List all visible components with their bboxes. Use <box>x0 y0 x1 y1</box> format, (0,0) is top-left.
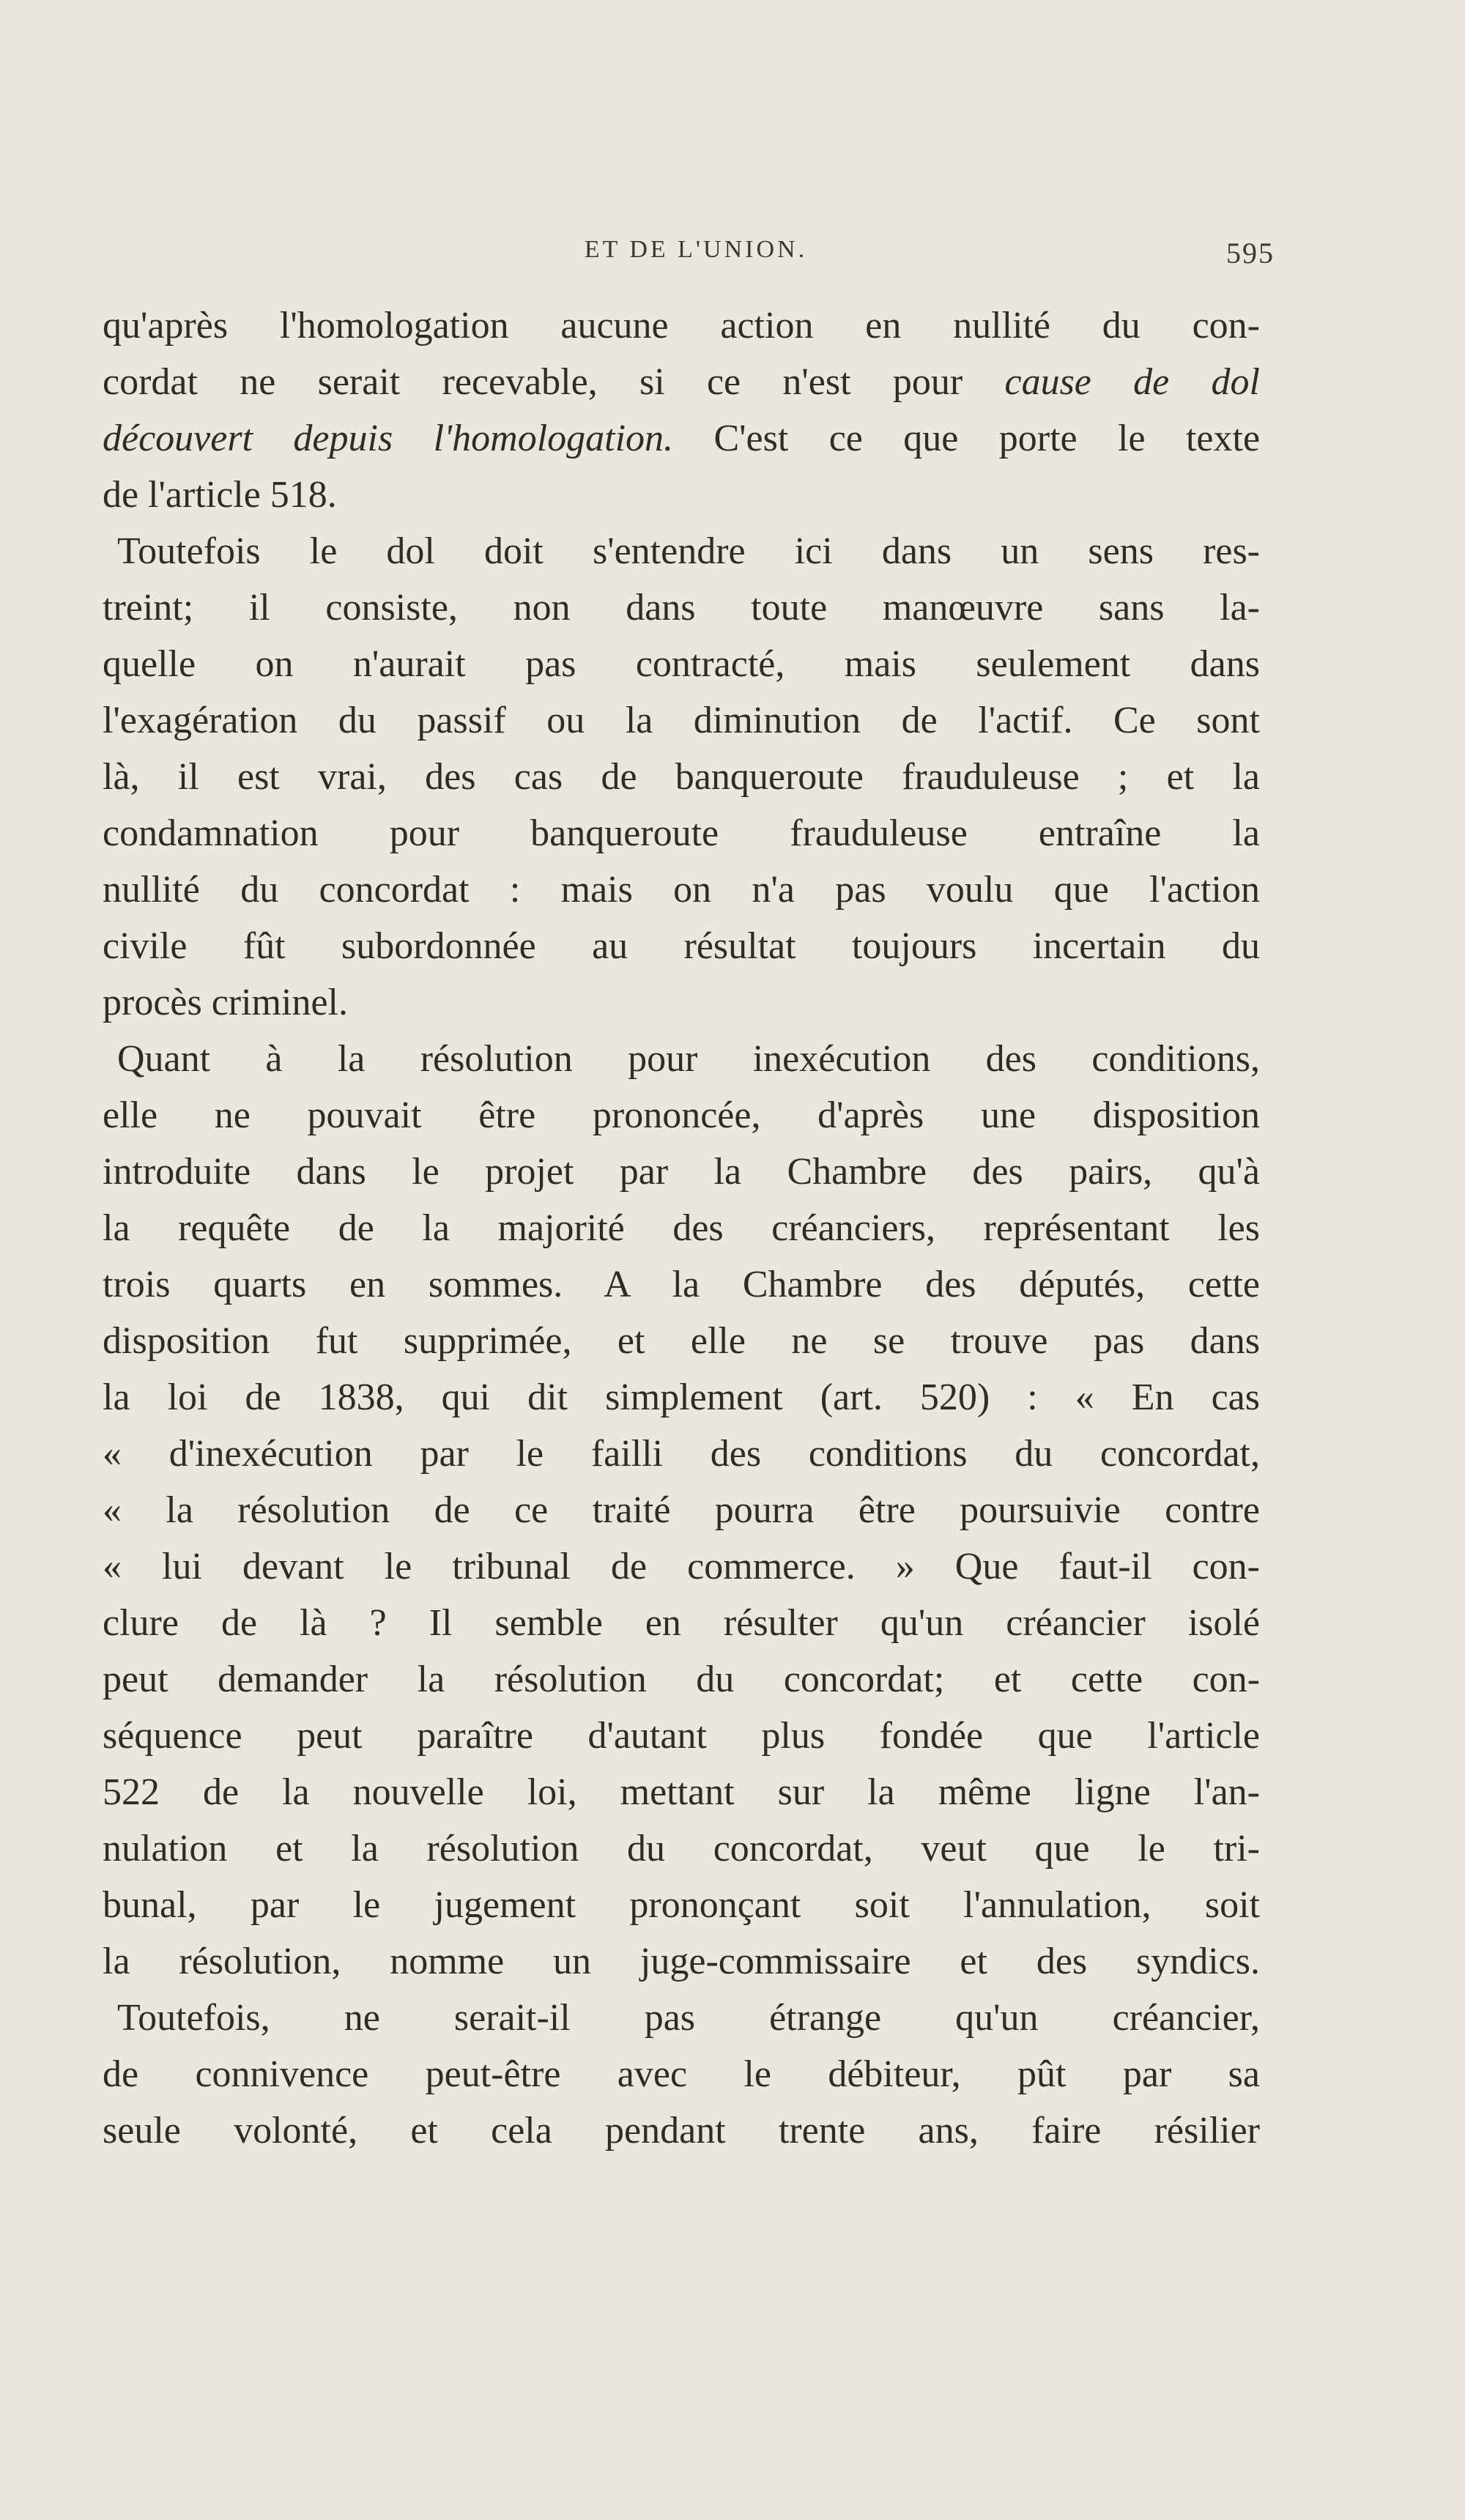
text-line: séquence peut paraître d'autant plus fondée que l'article <box>103 1715 1260 1757</box>
text-line: l'exagération du passif ou la diminution de l'actif. Ce sont <box>103 700 1260 741</box>
text-line: condamnation pour banqueroute frauduleuse entraîne la <box>103 812 1260 854</box>
text-line: procès criminel. <box>103 982 348 1023</box>
text-line: Toutefois, ne serait-il pas étrange qu'un créancier, <box>117 1997 1260 2039</box>
text-line: découvert depuis l'homologation. C'est ce que porte le texte <box>103 418 1261 459</box>
text-line: 522 de la nouvelle loi, mettant sur la même ligne l'an- <box>103 1771 1260 1813</box>
body-text <box>103 297 1260 2159</box>
text-line: de l'article 518. <box>103 474 337 516</box>
text-line: treint; il consiste, non dans toute manœuvre sans la- <box>103 587 1260 629</box>
text-line: quelle on n'aurait pas contracté, mais seulement dans <box>103 643 1260 685</box>
text-line: « d'inexécution par le failli des conditions du concordat, <box>103 1433 1260 1475</box>
text-line: nulation et la résolution du concordat, veut que le tri- <box>103 1828 1260 1869</box>
italic-phrase: découvert depuis l'homologation. <box>103 418 674 459</box>
text-line: disposition fut supprimée, et elle ne se trouve pas dans <box>103 1320 1260 1362</box>
text-line: nullité du concordat : mais on n'a pas voulu que l'action <box>103 869 1260 911</box>
text-line: clure de là ? Il semble en résulter qu'un créancier isolé <box>103 1602 1260 1644</box>
text-line: civile fût subordonnée au résultat toujours incertain du <box>103 925 1260 967</box>
text-line: elle ne pouvait être prononcée, d'après une disposition <box>103 1094 1260 1136</box>
text-line: bunal, par le jugement prononçant soit l'annulation, soit <box>103 1884 1260 1926</box>
text-line: la loi de 1838, qui dit simplement (art. 520) : « En cas <box>103 1376 1260 1418</box>
text-line: seule volonté, et cela pendant trente ans, faire résilier <box>103 2110 1260 2152</box>
text-line: la résolution, nomme un juge-commissaire et des syndics. <box>103 1941 1260 1982</box>
text-line: Toutefois le dol doit s'entendre ici dans un sens res- <box>117 530 1260 572</box>
text-line: « lui devant le tribunal de commerce. » Que faut-il con- <box>103 1546 1260 1587</box>
text-line: peut demander la résolution du concordat; et cette con- <box>103 1659 1260 1700</box>
text-line: introduite dans le projet par la Chambre des pairs, qu'à <box>103 1151 1260 1193</box>
text-line: trois quarts en sommes. A la Chambre des députés, cette <box>103 1264 1260 1305</box>
running-title: ET DE L'UNION. <box>584 236 808 263</box>
text-line: Quant à la résolution pour inexécution des conditions, <box>117 1038 1260 1080</box>
text-line: qu'après l'homologation aucune action en nullité du con- <box>103 305 1260 346</box>
text-line: la requête de la majorité des créanciers, représentant les <box>103 1207 1260 1249</box>
text-line: de connivence peut-être avec le débiteur, pût par sa <box>103 2053 1260 2095</box>
text-line: « la résolution de ce traité pourra être poursuivie contre <box>103 1489 1260 1531</box>
text-line: cordat ne serait recevable, si ce n'est pour cause de dol <box>103 361 1261 403</box>
text-line: là, il est vrai, des cas de banqueroute frauduleuse ; et la <box>103 756 1260 798</box>
italic-phrase: cause de dol <box>1004 361 1261 403</box>
running-head <box>117 236 1275 280</box>
page-number: 595 <box>1226 237 1275 270</box>
